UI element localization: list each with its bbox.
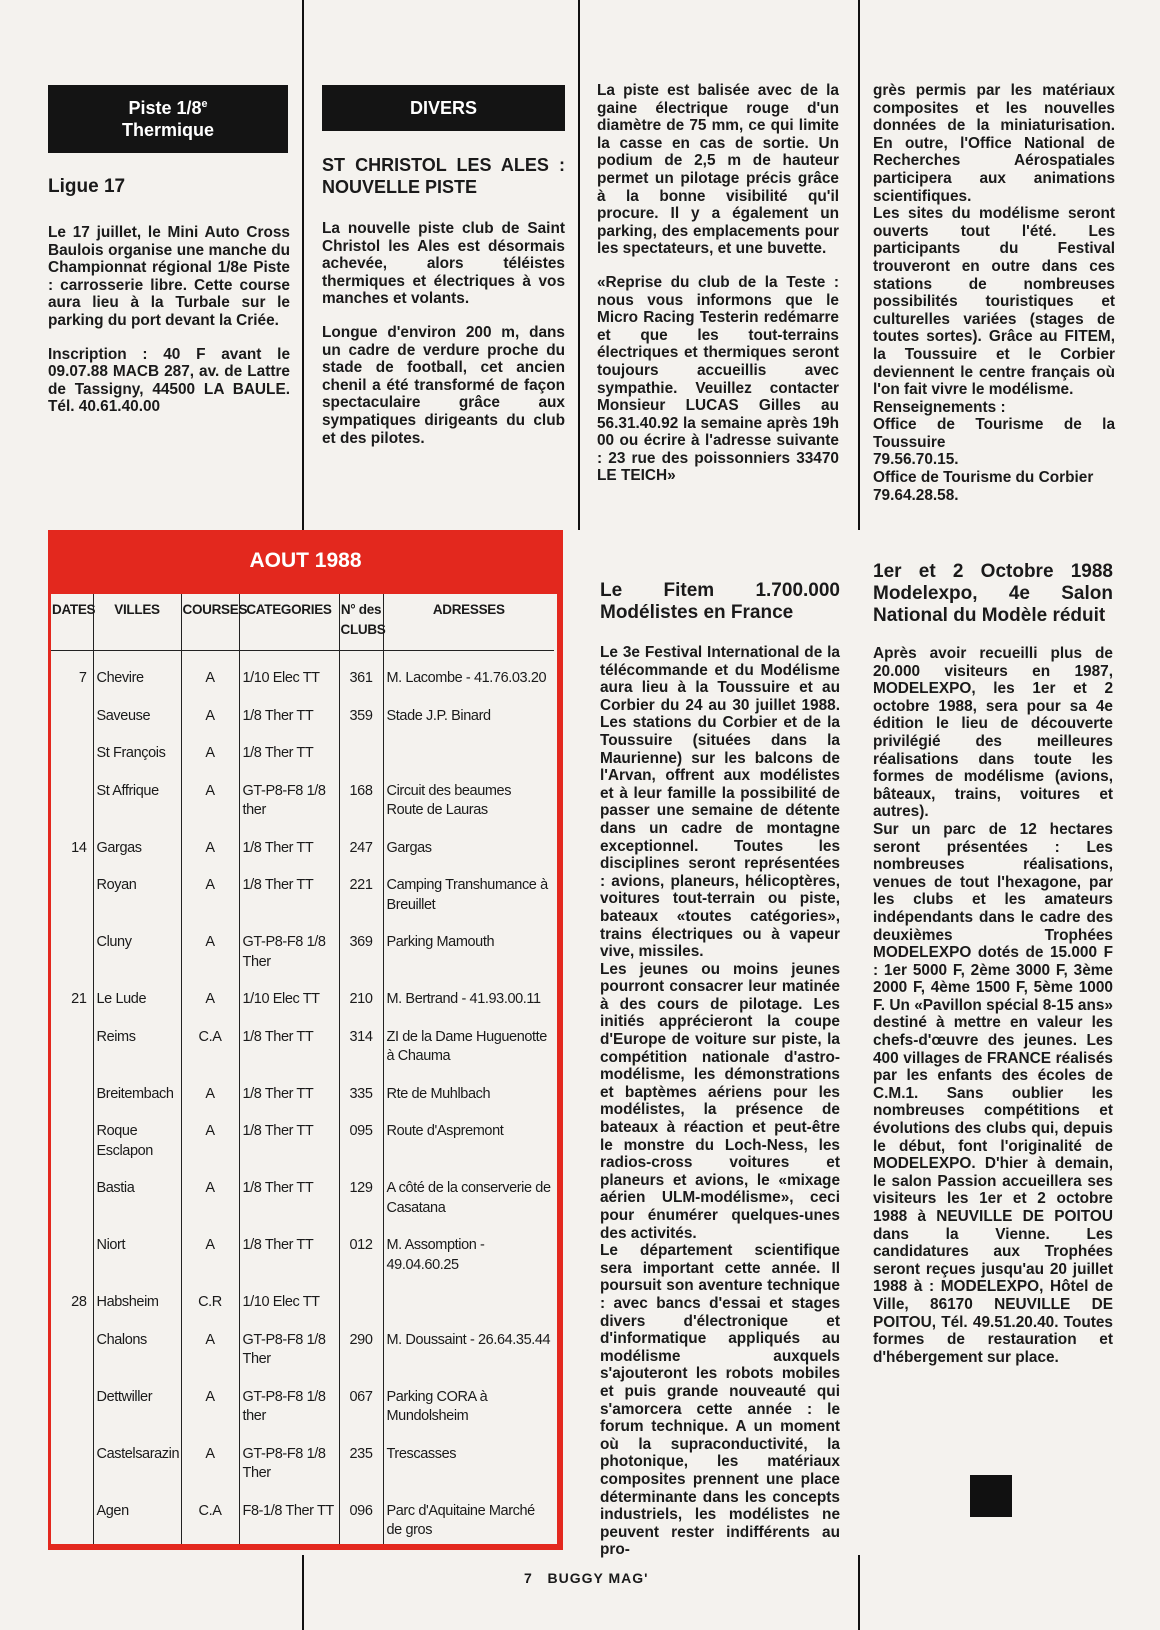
cal-club: 129	[339, 1179, 383, 1218]
cal-club: 314	[339, 1028, 383, 1067]
table-row	[51, 782, 554, 821]
cal-course: A	[181, 1179, 239, 1218]
cal-date	[51, 1122, 93, 1161]
article-paragraph: «Reprise du club de la Teste : nous vous informons que le Micro Racing Testerin redémarre et que les tout-terrains électriques et thermiques seront toujours accueillis avec sympathie. Veuillez contacter Monsieur LUCAS Gilles au 56.31.40.92 la semaine après 19h 00 ou écrire à l'adresse suivante : 23 rue des poissonniers 33470 LE TEICH»	[597, 273, 839, 485]
cal-date: 21	[51, 990, 93, 1010]
cal-address	[383, 744, 554, 764]
table-spacer	[51, 689, 554, 707]
cal-ville: Gargas	[93, 839, 181, 859]
cal-club: 359	[339, 707, 383, 727]
column-rule	[302, 0, 304, 530]
cal-course: A	[181, 669, 239, 689]
cal-ville: Saveuse	[93, 707, 181, 727]
cal-date	[51, 1502, 93, 1541]
section-box-divers	[322, 85, 565, 131]
cal-club: 235	[339, 1445, 383, 1484]
header-villes: VILLES	[93, 594, 181, 651]
table-row	[51, 1293, 554, 1313]
article-paragraph: grès permis par les matériaux composites et les nouvelles données de la miniaturisation. En outre, l'Office National de Recherches Aérospatiales participera aux animations scientifiques.	[873, 82, 1115, 205]
divers-column	[322, 154, 565, 463]
cal-ville: Roque Esclapon	[93, 1122, 181, 1161]
cal-address: Circuit des beaumes Route de Lauras	[386, 782, 512, 818]
cal-category: 1/8 Ther TT	[239, 876, 339, 915]
cal-address: A côté de la conserverie de Casatana	[386, 1180, 551, 1216]
cal-club: 221	[339, 876, 383, 915]
cal-course: C.A	[181, 1502, 239, 1541]
cal-date	[51, 707, 93, 727]
cal-course: A	[181, 1388, 239, 1427]
cal-address: M. Assomption - 49.04.60.25	[386, 1237, 485, 1273]
cal-date	[51, 1445, 93, 1484]
cal-course: A	[181, 744, 239, 764]
cal-address: M. Lacombe - 41.76.03.20	[386, 670, 547, 686]
table-row	[51, 1085, 554, 1105]
table-row	[51, 1445, 554, 1484]
box-label-2: Thermique	[121, 120, 214, 140]
cal-category: GT-P8-F8 1/8 Ther	[239, 1331, 339, 1370]
table-row	[51, 1331, 554, 1370]
cal-club: 210	[339, 990, 383, 1010]
cal-club	[339, 744, 383, 764]
table-spacer	[51, 821, 554, 839]
table-row	[51, 1502, 554, 1541]
table-row	[51, 1179, 554, 1218]
cal-ville: Habsheim	[93, 1293, 181, 1313]
cal-ville: Bastia	[93, 1179, 181, 1218]
cal-ville: Dettwiller	[93, 1388, 181, 1427]
article-paragraph: La nouvelle piste club de Saint Christol les Ales est désormais achevée, alors téléistes thermiques et électriques à vos manches et volants.	[322, 220, 565, 308]
header-adresses: ADRESSES	[383, 594, 554, 651]
header-courses: COURSES	[181, 594, 239, 651]
cal-category: 1/8 Ther TT	[239, 1085, 339, 1105]
calendar-table-area	[51, 594, 557, 1544]
cal-club: 369	[339, 933, 383, 972]
cal-address: Gargas	[386, 839, 432, 856]
cal-date: 7	[51, 669, 93, 689]
table-row	[51, 876, 554, 915]
cal-course: A	[181, 1331, 239, 1370]
cal-club: 012	[339, 1236, 383, 1275]
article-paragraph: Inscription : 40 F avant le 09.07.88 MACB 287, av. de Lattre de Tassigny, 44500 LA BAULE. Tél. 40.61.40.00	[48, 345, 290, 416]
article-paragraph: Sur un parc de 12 hectares seront présentées : Les nombreuses réalisations, venues de tout l'hexagone, par les clubs et les amateurs indépendants dans le cadre des deuxièmes Trophées MODELEXPO dotés de 15.000 F : 1er 5000 F, 2ème 3000 F, 3ème 2000 F, 4ème 1500 F, 5ème 1000 F. Un «Pavillon spécial 8-15 ans» destiné à mettre en valeur les chefs-d'œuvre des jeunes. Les 400 villages de FRANCE réalisés par les enfants des écoles de C.M.1. Sans oublier les nombreuses compétitions et évolutions des clubs qui, depuis le début, font l'originalité de MODELEXPO. D'hier à demain, le salon Passion accueillera ses visiteurs les 1er et 2 octobre 1988 à NEUVILLE DE POITOU dans la Vienne. Les candidatures aux Trophées seront reçues jusqu'au 20 juillet 1988 à : MODELEXPO, Hôtel de Ville, 86170 NEUVILLE DE POITOU, Tél. 49.51.20.40. Toutes formes de restauration et d'hébergement sur place.	[873, 820, 1113, 1366]
table-spacer	[51, 1484, 554, 1502]
table-spacer	[51, 1313, 554, 1331]
column-rule	[302, 1555, 304, 1630]
info-line: 79.56.70.15.	[873, 451, 959, 469]
cal-date	[51, 1388, 93, 1427]
cal-date	[51, 782, 93, 821]
table-spacer	[51, 915, 554, 933]
article-paragraph: Après avoir recueilli plus de 20.000 visiteurs en 1987, MODELEXPO, les 1er et 2 octobre 1988, sera pour sa 4e édition le lieu de découverte privilégié des meilleures réalisations dans toute les formes de modélisme (avions, bâteaux, trains, voitures et autres).	[873, 645, 1113, 821]
cal-club: 096	[339, 1502, 383, 1541]
table-spacer	[51, 1161, 554, 1179]
cal-category: 1/8 Ther TT	[239, 1179, 339, 1218]
article-heading: Ligue 17	[48, 176, 126, 197]
cal-category: 1/8 Ther TT	[239, 1236, 339, 1275]
table-header-row	[51, 594, 554, 651]
cal-ville: St François	[93, 744, 181, 764]
page-number: 7	[524, 1570, 533, 1586]
section-box-piste: Piste 1/8e Thermique	[48, 85, 288, 153]
box-label: DIVERS	[409, 98, 478, 118]
left-column	[48, 176, 290, 432]
cal-date	[51, 744, 93, 764]
column-rule	[578, 0, 580, 530]
cal-address: Parc d'Aquitaine Marché de gros	[386, 1502, 535, 1538]
header-categories: CATEGORIES	[239, 594, 339, 651]
cal-course: A	[181, 1445, 239, 1484]
table-row	[51, 933, 554, 972]
table-spacer	[51, 764, 554, 782]
cal-category: 1/8 Ther TT	[239, 1028, 339, 1067]
cal-address: Rte de Muhlbach	[386, 1085, 491, 1102]
column-4-top	[873, 82, 1115, 504]
cal-ville: Chevire	[93, 669, 181, 689]
header-dates: DATES	[51, 594, 93, 651]
fitem-article	[600, 580, 840, 1559]
cal-address: M. Bertrand - 41.93.00.11	[386, 991, 541, 1007]
table-row	[51, 990, 554, 1010]
cal-ville: Reims	[93, 1028, 181, 1067]
column-rule	[858, 1555, 860, 1630]
cal-course: A	[181, 1122, 239, 1161]
article-heading: ST CHRISTOL LES ALES : NOUVELLE PISTE	[322, 155, 565, 197]
cal-club: 335	[339, 1085, 383, 1105]
cal-address: Parking Mamouth	[386, 934, 495, 950]
cal-category: 1/8 Ther TT	[239, 707, 339, 727]
cal-course: A	[181, 990, 239, 1010]
cal-course: C.A	[181, 1028, 239, 1067]
cal-date: 14	[51, 839, 93, 859]
cal-category: GT-P8-F8 1/8 ther	[239, 1388, 339, 1427]
cal-date	[51, 1028, 93, 1067]
table-row	[51, 707, 554, 727]
cal-course: A	[181, 782, 239, 821]
cal-club: 361	[339, 669, 383, 689]
table-row	[51, 1388, 554, 1427]
table-spacer	[51, 1010, 554, 1028]
info-label: Renseignements :	[873, 398, 1006, 416]
cal-date	[51, 1331, 93, 1370]
header-clubs: N° des CLUBS	[339, 594, 383, 651]
table-spacer	[51, 651, 554, 670]
page-footer	[524, 1570, 648, 1586]
table-spacer	[51, 1427, 554, 1445]
calendar-body	[51, 651, 554, 1545]
cal-course: A	[181, 707, 239, 727]
cal-course: A	[181, 1236, 239, 1275]
table-spacer	[51, 858, 554, 876]
article-paragraph: Les sites du modélisme seront ouverts tout l'été. Les participants du Festival trouveront en outre dans ces stations de nombreuses possibilités touristiques et culturelles variées (stages de toutes sortes). Grâce au FITEM, la Toussuire et le Corbier deviennent le centre français où l'on fait vivre le modélisme.	[873, 205, 1115, 399]
table-spacer	[51, 972, 554, 990]
modelexpo-article	[873, 561, 1113, 1366]
table-row	[51, 1236, 554, 1275]
cal-address: M. Doussaint - 26.64.35.44	[386, 1331, 551, 1348]
cal-ville: Breitembach	[93, 1085, 181, 1105]
info-line: Office de Tourisme de la Toussuire	[873, 416, 1115, 451]
calendar-box	[48, 530, 563, 1550]
article-paragraph: La piste est balisée avec de la gaine électrique rouge d'un diamètre de 75 mm, ce qui limite la casse en cas de sortie. Un podium de 2,5 m de hauteur permet un pilotage précis grâce à la bonne visibilité qu'il procure. Il y a également un parking, des emplacements pour les spectateurs, et une buvette.	[597, 82, 839, 258]
cal-course: A	[181, 933, 239, 972]
article-heading: Le Fitem 1.700.000 Modélistes en France	[600, 580, 840, 623]
article-paragraph: Les jeunes ou moins jeunes pourront consacrer leur matinée à des cours de pilotage. Les initiés apprécieront la coupe d'Europe de voiture sur piste, la compétition nationale d'astro-modélisme, les démonstrations et baptèmes aériens pour les modélistes, la présence de bateaux à réaction et peut-être le monstre du Loch-Ness, les radios-cross voitures et planeurs et avions, le «mixage aérien ULM-modélisme», ceci pour énumérer quelques-unes des activités.	[600, 960, 840, 1242]
table-spacer	[51, 726, 554, 744]
cal-category: 1/10 Elec TT	[239, 669, 339, 689]
cal-address: Route d'Aspremont	[386, 1123, 504, 1139]
cal-course: A	[181, 1085, 239, 1105]
cal-club: 247	[339, 839, 383, 859]
magazine-name: BUGGY MAG'	[547, 1570, 649, 1586]
cal-ville: Cluny	[93, 933, 181, 972]
cal-club: 067	[339, 1388, 383, 1427]
article-heading: 1er et 2 Octobre 1988 Modelexpo, 4e Salon National du Modèle réduit	[873, 561, 1113, 626]
table-spacer	[51, 1104, 554, 1122]
cal-category: F8-1/8 Ther TT	[239, 1502, 339, 1541]
cal-address: Camping Transhumance à Breuillet	[386, 877, 548, 913]
cal-ville: Agen	[93, 1502, 181, 1541]
cal-club: 095	[339, 1122, 383, 1161]
cal-category: GT-P8-F8 1/8 ther	[239, 782, 339, 821]
cal-course: C.R	[181, 1293, 239, 1313]
cal-club: 290	[339, 1331, 383, 1370]
black-square-icon	[970, 1475, 1012, 1517]
cal-ville: Le Lude	[93, 990, 181, 1010]
cal-category: 1/8 Ther TT	[239, 839, 339, 859]
info-line: 79.64.28.58.	[873, 486, 959, 504]
article-paragraph: Le département scientifique sera important cette année. Il poursuit son aventure technique : avec bancs d'essai et stages divers d'électronique et d'informatique appliqués au modélisme auxquels s'ajouteront les robots mobiles et puis grande nouveauté qui s'amorcera cette année : le forum technique. A un moment où la supraconductivité, la photonique, les matériaux composites prennent une place déterminante dans les concepts industriels, les modélistes ne peuvent rester indifférents au pro-	[600, 1242, 840, 1559]
table-spacer	[51, 1275, 554, 1293]
box-label: Piste 1/8	[128, 98, 202, 118]
article-paragraph: Le 3e Festival International de la télécommande et du Modélisme aura lieu à la Toussuire et au Corbier du 24 au 30 juillet 1988. Les stations du Corbier et de la Toussuire (situées dans la Maurienne) sur les balcons de l'Arvan, offrent aux modélistes et à leur famille la possibilité de passer une semaine de détente dans un cadre de montagne exceptionnel. Toutes les disciplines seront représentées : avions, planeurs, hélicoptères, voitures tout-terrain ou piste, bateaux «toutes catégories», trains électriques ou à vapeur vive, missiles.	[600, 644, 840, 961]
article-paragraph: Le 17 juillet, le Mini Auto Cross Baulois organise une manche du Championnat régional 1/8e Piste : carrosserie libre. Cette course aura lieu à la Turbale sur le parking du port devant la Criée.	[48, 224, 290, 329]
cal-course: A	[181, 876, 239, 915]
cal-ville: St Affrique	[93, 782, 181, 821]
cal-category: GT-P8-F8 1/8 Ther	[239, 933, 339, 972]
cal-date	[51, 876, 93, 915]
cal-date: 28	[51, 1293, 93, 1313]
table-row	[51, 839, 554, 859]
cal-course: A	[181, 839, 239, 859]
cal-ville: Niort	[93, 1236, 181, 1275]
cal-category: 1/10 Elec TT	[239, 990, 339, 1010]
cal-date	[51, 1085, 93, 1105]
cal-ville: Chalons	[93, 1331, 181, 1370]
table-spacer	[51, 1541, 554, 1545]
info-line: Office de Tourisme du Corbier	[873, 469, 1094, 487]
cal-club: 168	[339, 782, 383, 821]
cal-address: ZI de la Dame Huguenotte à Chauma	[386, 1028, 547, 1064]
cal-ville: Castelsarazin	[93, 1445, 181, 1484]
calendar-table	[51, 594, 554, 1544]
cal-category: 1/8 Ther TT	[239, 744, 339, 764]
cal-club	[339, 1293, 383, 1313]
cal-address: Stade J.P. Binard	[386, 707, 491, 724]
cal-category: GT-P8-F8 1/8 Ther	[239, 1445, 339, 1484]
table-row	[51, 669, 554, 689]
cal-address: Trescasses	[386, 1445, 457, 1462]
column-3-top	[597, 82, 839, 485]
cal-category: 1/10 Elec TT	[239, 1293, 339, 1313]
cal-date	[51, 1236, 93, 1275]
table-row	[51, 1122, 554, 1161]
cal-category: 1/8 Ther TT	[239, 1122, 339, 1161]
cal-date	[51, 1179, 93, 1218]
table-row	[51, 1028, 554, 1067]
column-rule	[858, 0, 860, 530]
cal-address: Parking CORA à Mundolsheim	[386, 1388, 488, 1424]
table-spacer	[51, 1218, 554, 1236]
cal-address	[383, 1293, 554, 1313]
table-spacer	[51, 1370, 554, 1388]
article-paragraph: Longue d'environ 200 m, dans un cadre de verdure proche du stade de football, cet ancien chenil a été transformé de façon spectaculaire grâce aux sympatiques dirigeants du club et des pilotes.	[322, 323, 565, 447]
cal-ville: Royan	[93, 876, 181, 915]
table-row	[51, 744, 554, 764]
table-spacer	[51, 1067, 554, 1085]
calendar-title: AOUT 1988	[249, 549, 362, 572]
cal-date	[51, 933, 93, 972]
